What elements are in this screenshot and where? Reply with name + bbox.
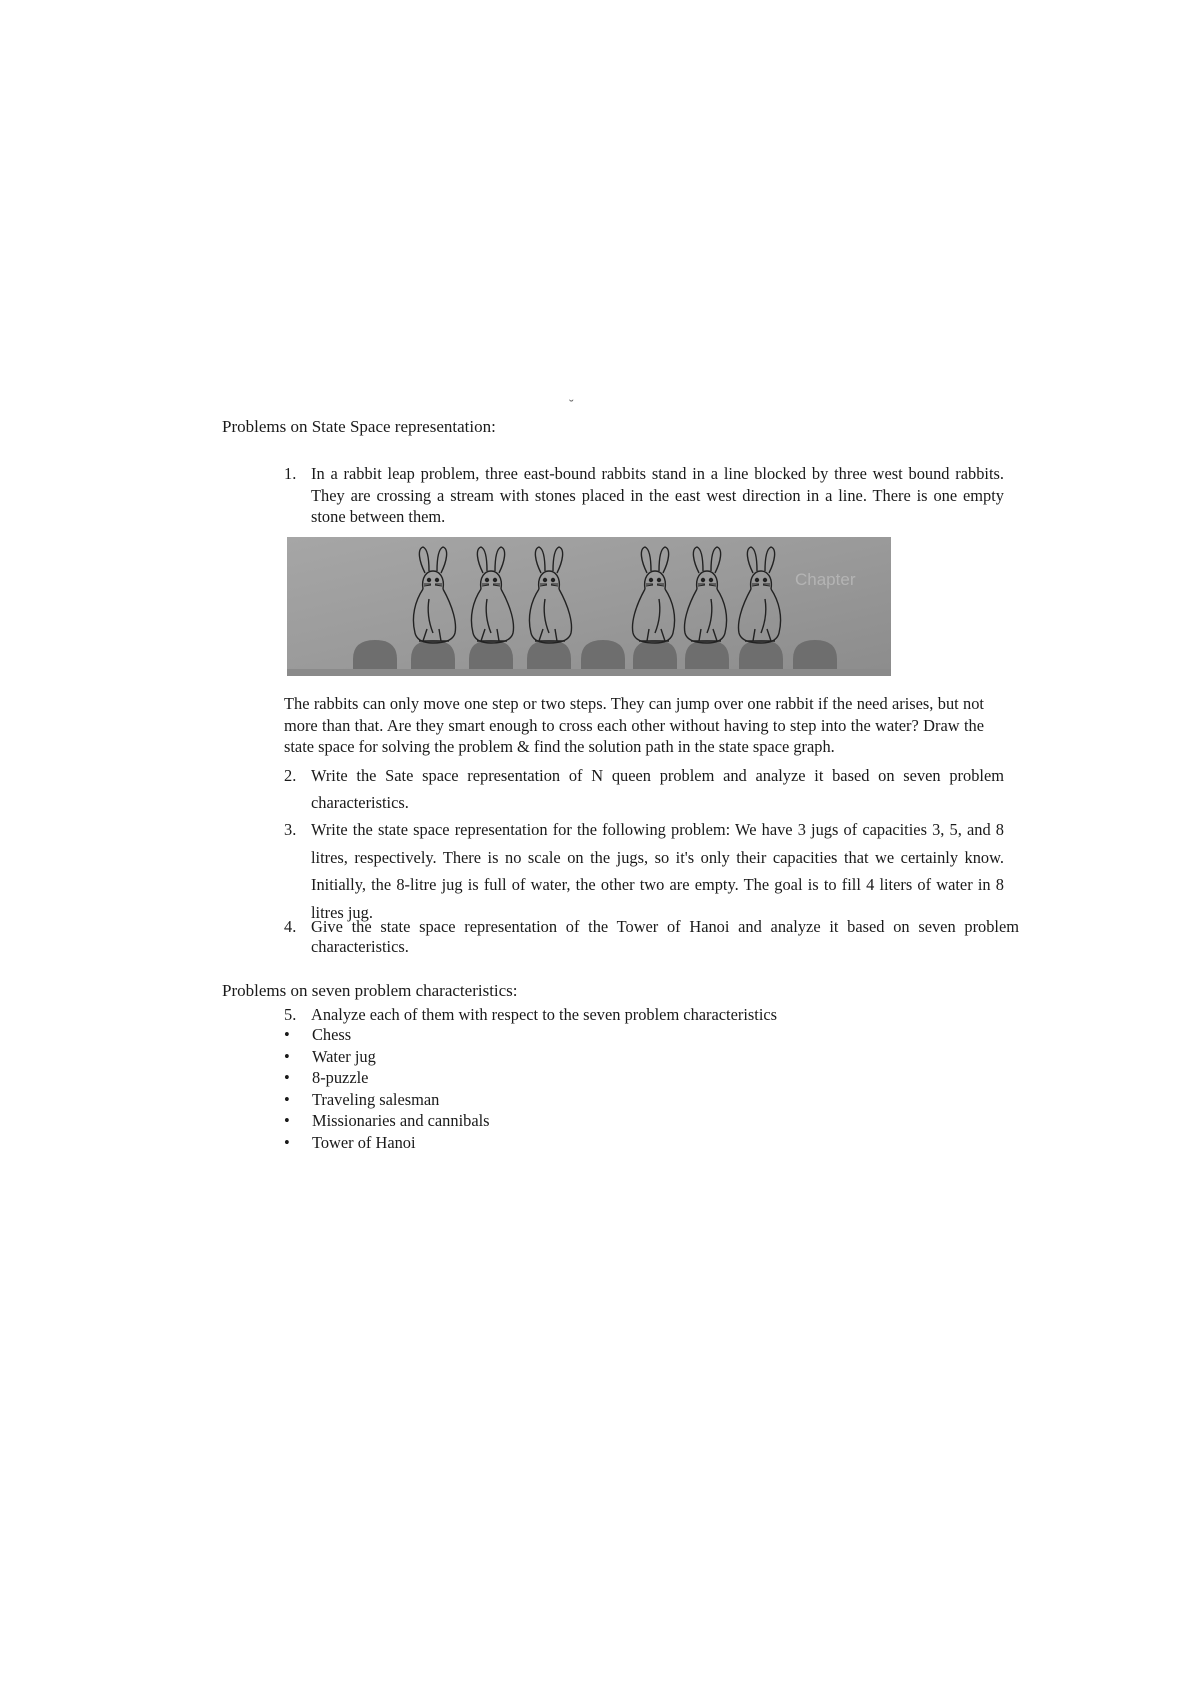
- list-item: [282, 1024, 490, 1046]
- bullet-icon: •: [284, 1089, 290, 1109]
- list-item: [282, 1110, 490, 1132]
- stones-row: [353, 640, 837, 671]
- bullet-icon: •: [284, 1046, 290, 1066]
- bullet-icon: •: [284, 1111, 290, 1131]
- list-item-label: 8-puzzle: [312, 1068, 369, 1088]
- stone: [581, 640, 625, 671]
- problem-item-3: [284, 816, 1004, 926]
- stone: [633, 640, 677, 671]
- rabbit-problem-continuation: The rabbits can only move one step or two steps. They can jump over one rabbit if the need arises, but not more than that. Are they smart enough to cross each other without having to step into the water? Draw the state space for solving the problem & find the solution path in the state space graph.: [284, 694, 984, 756]
- problem-item-4: [284, 917, 1019, 957]
- problem-text: Write the state space representation for the following problem: We have 3 jugs of capacities 3, 5, and 8 litres, respectively. There is no scale on the jugs, so it's only their capacities that we certainly know. Initially, the 8-litre jug is full of water, the other two are empty. The goal is to fill 4 liters of water in 8 litres jug.: [311, 820, 1004, 922]
- section-heading-state-space: Problems on State Space representation:: [222, 417, 496, 436]
- problem-item-1: [284, 463, 1004, 528]
- figure-bottom-edge: [287, 669, 891, 676]
- bullet-icon: •: [284, 1132, 290, 1152]
- problem-number: 4.: [284, 917, 297, 936]
- list-item-label: Tower of Hanoi: [312, 1132, 416, 1152]
- problem-number: 2.: [284, 766, 297, 785]
- list-item: [282, 1067, 490, 1089]
- list-item-label: Water jug: [312, 1046, 376, 1066]
- problem-number: 5.: [284, 1005, 297, 1024]
- section-heading-characteristics: Problems on seven problem characteristics:: [222, 981, 518, 1000]
- problem-number: 1.: [284, 464, 297, 483]
- bullet-icon: •: [284, 1025, 290, 1044]
- stone: [685, 640, 729, 671]
- problem-item-5: [284, 1004, 1004, 1025]
- problem-list: [282, 1024, 490, 1154]
- problem-text: Give the state space representation of the Tower of Hanoi and analyze it based on seven problem characteristics.: [311, 917, 1019, 956]
- problem-text: In a rabbit leap problem, three east-bound rabbits stand in a line blocked by three west bound rabbits. They are crossing a stream with stones placed in the east west direction in a line. There is one empty stone between them.: [311, 464, 1004, 526]
- problem-number: 3.: [284, 820, 297, 839]
- list-item: [282, 1132, 490, 1154]
- stone: [527, 640, 571, 671]
- problem-text: Write the Sate space representation of N queen problem and analyze it based on seven problem characteristics.: [311, 766, 1004, 812]
- stone: [793, 640, 837, 671]
- list-item-label: Traveling salesman: [312, 1089, 440, 1109]
- faint-background-text: Chapter: [795, 570, 856, 589]
- stone: [469, 640, 513, 671]
- bullet-icon: •: [284, 1068, 290, 1088]
- list-item: [282, 1046, 490, 1068]
- problem-text: Analyze each of them with respect to the seven problem characteristics: [311, 1005, 778, 1024]
- rabbit-leap-figure: [287, 537, 891, 676]
- list-item-label: Missionaries and cannibals: [312, 1111, 490, 1131]
- list-item-label: Chess: [312, 1025, 352, 1044]
- stone: [411, 640, 455, 671]
- problem-item-2: [284, 762, 1004, 816]
- stone: [353, 640, 397, 671]
- stray-mark: ˘: [569, 398, 574, 413]
- list-item: [282, 1089, 490, 1111]
- stone: [739, 640, 783, 671]
- rabbit-leap-illustration: [287, 537, 891, 676]
